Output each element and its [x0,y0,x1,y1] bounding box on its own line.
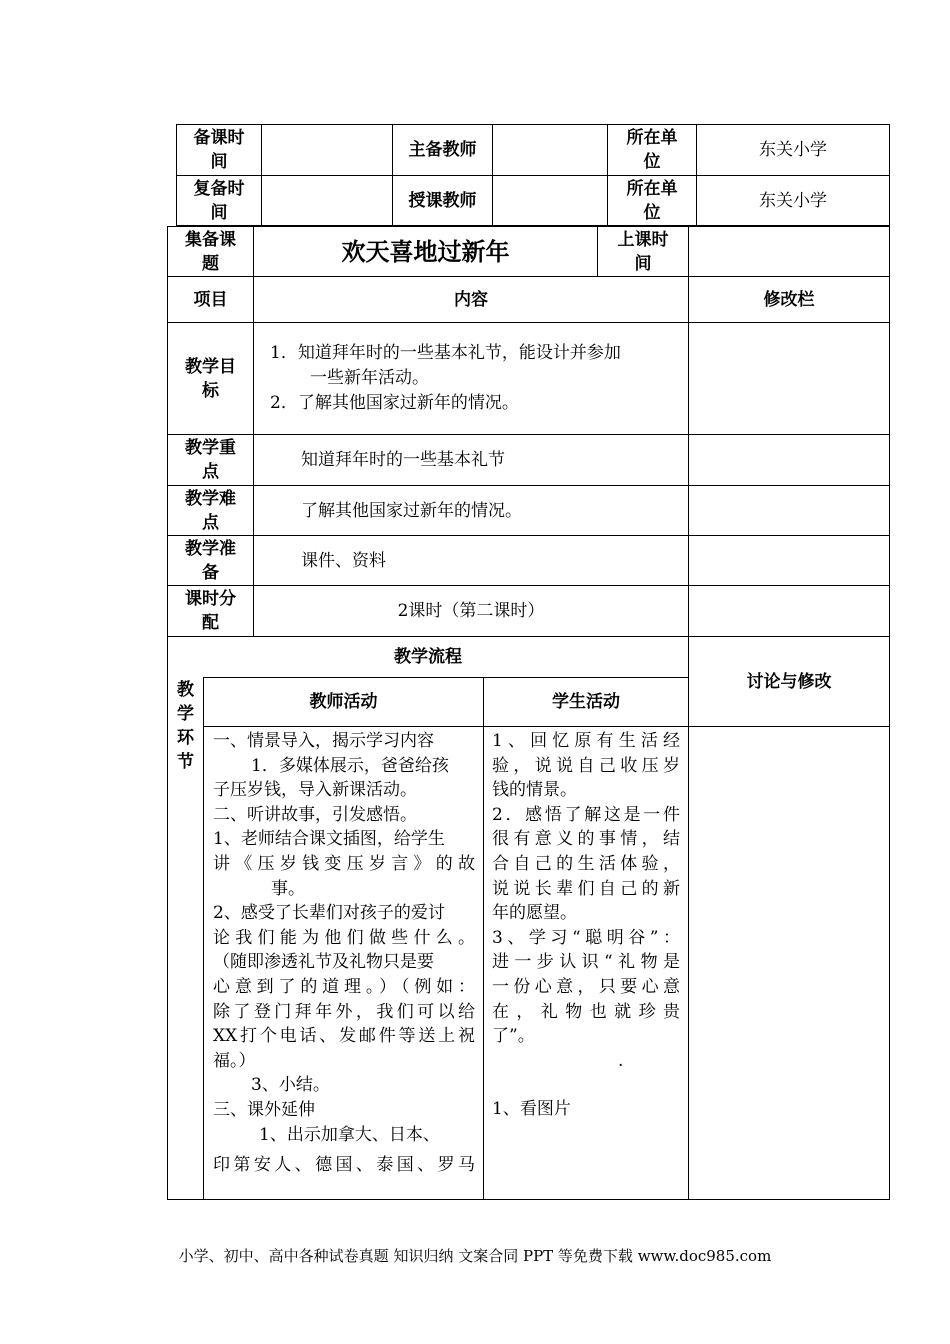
teacher-line: 福。） [213,1050,256,1071]
objective-2: 2．了解其他国家过新年的情况。 [270,393,519,413]
student-line: 了”。 [492,1026,535,1047]
student-line: 说说长辈们自己的新 [492,878,680,899]
discussion-header: 讨论与修改 [746,671,832,692]
flow-title: 教学流程 [394,647,462,667]
schedule-label: 课时分 配 [185,589,236,633]
key-point-label: 教学重 点 [185,438,236,482]
teaching-teacher-value[interactable] [493,176,607,225]
teacher-line: 二、听讲故事，引发感悟。 [213,804,417,825]
stage-label: 教学环节 [177,680,194,772]
student-line: 一份心意，只要心意 [492,976,680,997]
teacher-line: 讲《压岁钱变压岁言》的故 [213,853,475,874]
prep-time-label: 备课时 间 [193,128,245,172]
content-header: 内容 [454,289,488,310]
schedule-revision[interactable] [689,586,889,636]
objective-1: 1．知道拜年时的一些基本礼节，能设计并参加 [270,343,621,363]
difficulty-revision[interactable] [689,486,889,535]
teacher-line: 一、情景导入，揭示学习内容 [213,731,434,751]
unit-value-2: 东关小学 [759,190,827,211]
revision-header: 修改栏 [763,289,815,310]
teacher-activity-content [213,729,475,1178]
teaching-teacher-label: 授课教师 [408,190,477,211]
student-line: 钱的情景。 [492,780,577,801]
student-line: 验，说说自己收压岁 [492,755,680,776]
difficulty-value: 了解其他国家过新年的情况。 [301,500,522,521]
objectives-label: 教学目 标 [185,356,236,401]
lead-teacher-value[interactable] [493,125,607,175]
teacher-line: 事。 [271,878,305,899]
student-line: . [618,1050,624,1071]
preparation-value: 课件、资料 [301,550,386,571]
student-line: 进一步认识“礼物是 [492,952,680,973]
teacher-line: 子压岁钱，导入新课活动。 [213,780,417,801]
discussion-notes[interactable] [689,727,889,1199]
student-line: 合自己的生活体验， [492,853,680,874]
student-line: 3、学习“聪明谷”： [492,927,680,948]
objective-1-cont: 一些新年活动。 [310,368,429,388]
teacher-line: 3、小结。 [251,1075,330,1096]
teacher-line: 印第安人、德国、泰国、罗马 [213,1155,475,1176]
teacher-line: （随即渗透礼节及礼物只是要 [213,952,434,973]
review-time-label: 复备时 间 [193,178,245,223]
student-line: 年的愿望。 [492,903,577,924]
unit-label-2: 所在单 位 [626,178,678,223]
teacher-line: 除了登门拜年外，我们可以给 [213,1001,475,1022]
review-time-value[interactable] [262,176,392,225]
class-time-label: 上课时 间 [617,229,669,274]
teacher-line: 2、感受了长辈们对孩子的爱讨 [213,903,445,924]
student-activity-content [492,729,680,1122]
item-header: 项目 [193,289,228,310]
student-activity-header: 学生活动 [552,692,620,712]
schedule-value: 2课时（第二课时） [397,601,545,621]
lesson-title: 欢天喜地过新年 [341,236,510,266]
topic-label: 集备课 题 [185,229,236,274]
teacher-line: 1．多媒体展示，爸爸给孩 [251,755,449,776]
teacher-line: XX打个电话、发邮件等送上祝 [213,1026,475,1047]
footer-text: 小学、初中、高中各种试卷真题 知识归纳 文案合同 PPT 等免费下载 www.doc985.com [178,1247,772,1265]
objectives-content [270,341,680,416]
unit-value: 东关小学 [759,140,827,160]
teacher-line: 1、出示加拿大、日本、 [259,1124,440,1145]
student-line: 2．感悟了解这是一件 [492,804,680,825]
teacher-line: 1、老师结合课文插图，给学生 [213,829,445,850]
preparation-label: 教学准 备 [185,538,236,583]
key-point-revision[interactable] [689,435,889,485]
teacher-activity-header: 教师活动 [309,692,378,712]
lead-teacher-label: 主备教师 [408,140,477,160]
prep-time-value[interactable] [262,125,392,175]
objectives-revision[interactable] [689,323,889,434]
student-line: 1、看图片 [492,1099,571,1120]
key-point-value: 知道拜年时的一些基本礼节 [301,450,505,470]
preparation-revision[interactable] [689,536,889,585]
class-time-value[interactable] [689,227,889,276]
teacher-line: 心意到了的道理。）（例如： [213,976,475,997]
student-line: 很有意义的事情，结 [492,829,680,850]
student-line: 1、回忆原有生活经 [492,731,680,751]
unit-label: 所在单 位 [626,128,678,172]
difficulty-label: 教学难 点 [185,488,236,533]
teacher-line: 论我们能为他们做些什么。 [213,927,475,948]
student-line: 在，礼物也就珍贵 [492,1001,680,1022]
teacher-line: 三、课外延伸 [213,1099,315,1120]
